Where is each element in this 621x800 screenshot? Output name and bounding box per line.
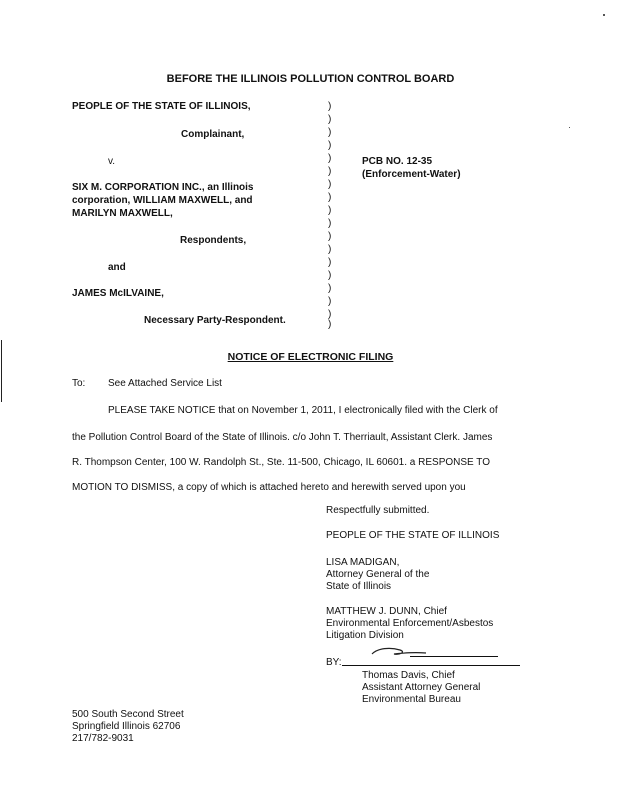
caption-paren: ) xyxy=(328,244,332,255)
caption-paren: ) xyxy=(328,319,332,330)
caption-defendant-line-3: MARILYN MAXWELL, xyxy=(72,208,173,219)
caption-third-party-label: Necessary Party-Respondent. xyxy=(144,315,286,326)
caption-complainant-label: Complainant, xyxy=(181,129,245,140)
caption-paren: ) xyxy=(328,205,332,216)
notice-body-line-3: R. Thompson Center, 100 W. Randolph St., Ste. 11-500, Chicago, IL 60601. a RESPONSE TO xyxy=(72,457,491,468)
caption-paren: ) xyxy=(328,231,332,242)
caption-versus: v. xyxy=(108,156,116,167)
notice-to-label: To: xyxy=(72,378,86,389)
notice-body-line-2: the Pollution Control Board of the State of Illinois. c/o John T. Therriault, Assistant Clerk. James xyxy=(72,432,493,443)
caption-paren: ) xyxy=(328,296,332,307)
ag-name: LISA MADIGAN, xyxy=(326,557,400,568)
document-title: BEFORE THE ILLINOIS POLLUTION CONTROL BOARD xyxy=(166,73,455,85)
by-label: BY: xyxy=(326,657,342,668)
caption-paren: ) xyxy=(328,153,332,164)
signature-line xyxy=(342,665,520,666)
ag-title-line-1: Attorney General of the xyxy=(326,569,430,580)
chief-title-line-2: Litigation Division xyxy=(326,630,404,641)
address-line-1: 500 South Second Street xyxy=(72,709,184,720)
notice-to-value: See Attached Service List xyxy=(108,378,222,389)
notice-body-line-4: MOTION TO DISMISS, a copy of which is attached hereto and herewith served upon you xyxy=(72,482,466,493)
caption-paren: ) xyxy=(328,192,332,203)
caption-paren: ) xyxy=(328,270,332,281)
address-line-3: 217/782-9031 xyxy=(72,733,134,744)
scan-speck xyxy=(603,14,605,16)
caption-paren: ) xyxy=(328,101,332,112)
signer-line-2: Assistant Attorney General xyxy=(362,682,481,693)
signature-line-upper xyxy=(410,656,498,657)
caption-paren: ) xyxy=(328,309,332,320)
caption-paren: ) xyxy=(328,283,332,294)
caption-paren: ) xyxy=(328,179,332,190)
caption-respondents-label: Respondents, xyxy=(180,235,247,246)
party-name: PEOPLE OF THE STATE OF ILLINOIS xyxy=(326,530,500,541)
signer-line-3: Environmental Bureau xyxy=(362,694,461,705)
scan-speck xyxy=(569,127,570,128)
caption-paren: ) xyxy=(328,127,332,138)
ag-title-line-2: State of Illinois xyxy=(326,581,392,592)
signer-line-1: Thomas Davis, Chief xyxy=(362,670,455,681)
caption-paren: ) xyxy=(328,218,332,229)
case-number: PCB NO. 12-35 xyxy=(362,156,433,167)
caption-paren: ) xyxy=(328,166,332,177)
margin-rule xyxy=(1,340,2,402)
caption-defendant-line-2: corporation, WILLIAM MAXWELL, and xyxy=(72,195,253,206)
caption-paren: ) xyxy=(328,140,332,151)
caption-third-party: JAMES McILVAINE, xyxy=(72,288,164,299)
caption-paren: ) xyxy=(328,114,332,125)
address-line-2: Springfield Illinois 62706 xyxy=(72,721,181,732)
caption-paren: ) xyxy=(328,257,332,268)
caption-and: and xyxy=(108,262,126,273)
chief-name: MATTHEW J. DUNN, Chief xyxy=(326,606,447,617)
notice-body-line-1: PLEASE TAKE NOTICE that on November 1, 2011, I electronically filed with the Clerk of xyxy=(108,405,498,416)
closing: Respectfully submitted. xyxy=(326,505,430,516)
chief-title-line-1: Environmental Enforcement/Asbestos xyxy=(326,618,494,629)
caption-defendant-line-1: SIX M. CORPORATION INC., an Illinois xyxy=(72,182,254,193)
notice-title: NOTICE OF ELECTRONIC FILING xyxy=(227,351,394,363)
caption-plaintiff: PEOPLE OF THE STATE OF ILLINOIS, xyxy=(72,101,251,112)
case-type: (Enforcement-Water) xyxy=(362,169,461,180)
handwritten-signature xyxy=(370,644,430,660)
